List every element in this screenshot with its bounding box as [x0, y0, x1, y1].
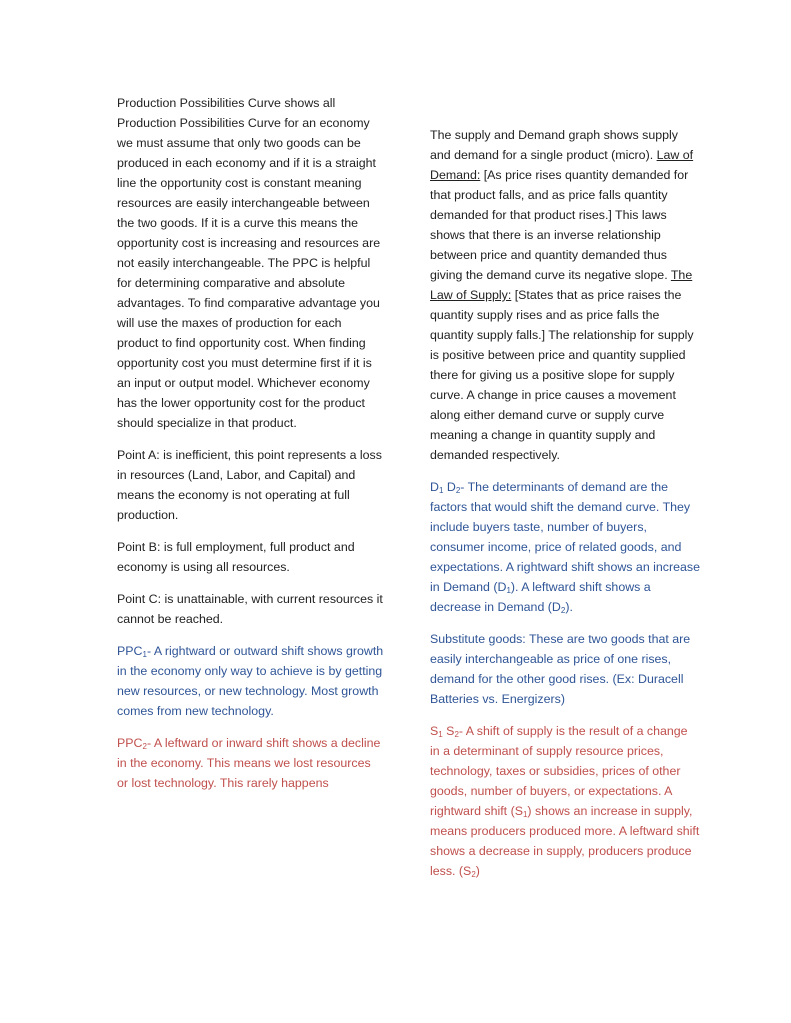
sd-text-2: [As price rises quantity demanded for that product falls, and as price falls quantity demanded for that product rises.] This laws shows that there is an inverse relationship between price and quantity demanded thus giving the demand curve its negative slope.	[430, 168, 689, 282]
ppc1-subscript: 1	[142, 650, 147, 659]
ppc2-subscript: 2	[142, 742, 147, 751]
supply-shift-paragraph	[430, 721, 700, 881]
left-column	[117, 93, 385, 805]
s2-subscript: 2	[454, 730, 459, 739]
s1-subscript: 1	[438, 730, 443, 739]
s1-label: S	[430, 724, 439, 738]
demand-inline-sub-2: 2	[560, 606, 566, 615]
d2-subscript: 2	[455, 486, 461, 495]
d1-label: D	[430, 480, 439, 494]
ppc2-paragraph	[117, 733, 385, 793]
demand-text-3: ).	[565, 600, 573, 614]
ppc1-paragraph	[117, 641, 385, 721]
ppc1-text: - A rightward or outward shift shows growth in the economy only way to achieve is by getting new resources, or new technology. Most growth comes from new technology.	[117, 644, 384, 718]
demand-shift-paragraph	[430, 477, 700, 617]
ppc-intro-paragraph: Production Possibilities Curve shows all Production Possibilities Curve for an economy we must assume that only two goods can be produced in each economy and if it is a straight line the opportunity cost is constant meaning resources are easily interchangeable between the two goods. If it is a curve this means the opportunity cost is increasing and resources are not easily interchangeable. The PPC is helpful for determining comparative and absolute advantages. To find comparative advantage you will use the maxes of production for each product to find opportunity cost. When finding opportunity cost you must determine first if it is an input or output model. Whichever economy has the lower opportunity cost for the product should specialize in that product.	[117, 96, 381, 430]
law-of-supply-label: The Law of Supply:	[430, 268, 693, 302]
supply-inline-sub-2: 2	[471, 870, 476, 879]
point-b-paragraph: Point B: is full employment, full product and economy is using all resources.	[117, 540, 355, 574]
supply-inline-sub-1: 1	[522, 810, 528, 819]
law-of-demand-label: Law of Demand:	[430, 148, 694, 182]
ppc2-label: PPC	[117, 736, 143, 750]
point-c-paragraph: Point C: is unattainable, with current resources it cannot be reached.	[117, 592, 383, 626]
supply-text-3: )	[475, 864, 480, 878]
ppc1-label: PPC	[117, 644, 143, 658]
s2-label: S	[446, 724, 455, 738]
demand-inline-sub-1: 1	[506, 586, 511, 595]
point-a-paragraph: Point A: is inefficient, this point represents a loss in resources (Land, Labor, and Capital) and means the economy is not operating at full production.	[117, 448, 382, 522]
sd-text-1: The supply and Demand graph shows supply and demand for a single product (micro).	[430, 128, 678, 162]
right-column	[430, 125, 700, 893]
supply-demand-paragraph	[430, 125, 700, 465]
sd-text-3: [States that as price raises the quantity supply rises and as price falls the quantity supply falls.] The relationship for supply is positive between price and quantity supplied there for giving us a positive slope for supply curve. A change in price causes a movement along either demand curve or supply curve meaning a change in quantity supply and demanded respectively.	[430, 288, 694, 462]
supply-text-2: ) shows an increase in supply, means producers produced more. A leftward shift shows a decrease in supply, producers produce less. (S	[430, 804, 700, 878]
ppc2-text: - A leftward or inward shift shows a decline in the economy. This means we lost resources or lost technology. This rarely happens	[117, 736, 381, 790]
demand-text-2: ). A leftward shift shows a decrease in Demand (D	[430, 580, 651, 614]
supply-text-1: - A shift of supply is the result of a change in a determinant of supply resource prices, technology, taxes or subsidies, prices of other goods, number of buyers, or expectations. A rightward shift (S	[430, 724, 688, 818]
substitute-goods-paragraph: Substitute goods: These are two goods that are easily interchangeable as price of one rises, demand for the other good rises. (Ex: Duracell Batteries vs. Energizers)	[430, 632, 691, 706]
d1-subscript: 1	[438, 486, 444, 495]
demand-text-1: - The determinants of demand are the factors that would shift the demand curve. They include buyers taste, number of buyers, consumer income, price of related goods, and expectations. A rightward shift shows an increase in Demand (D	[430, 480, 700, 594]
d2-label: D	[446, 480, 456, 494]
